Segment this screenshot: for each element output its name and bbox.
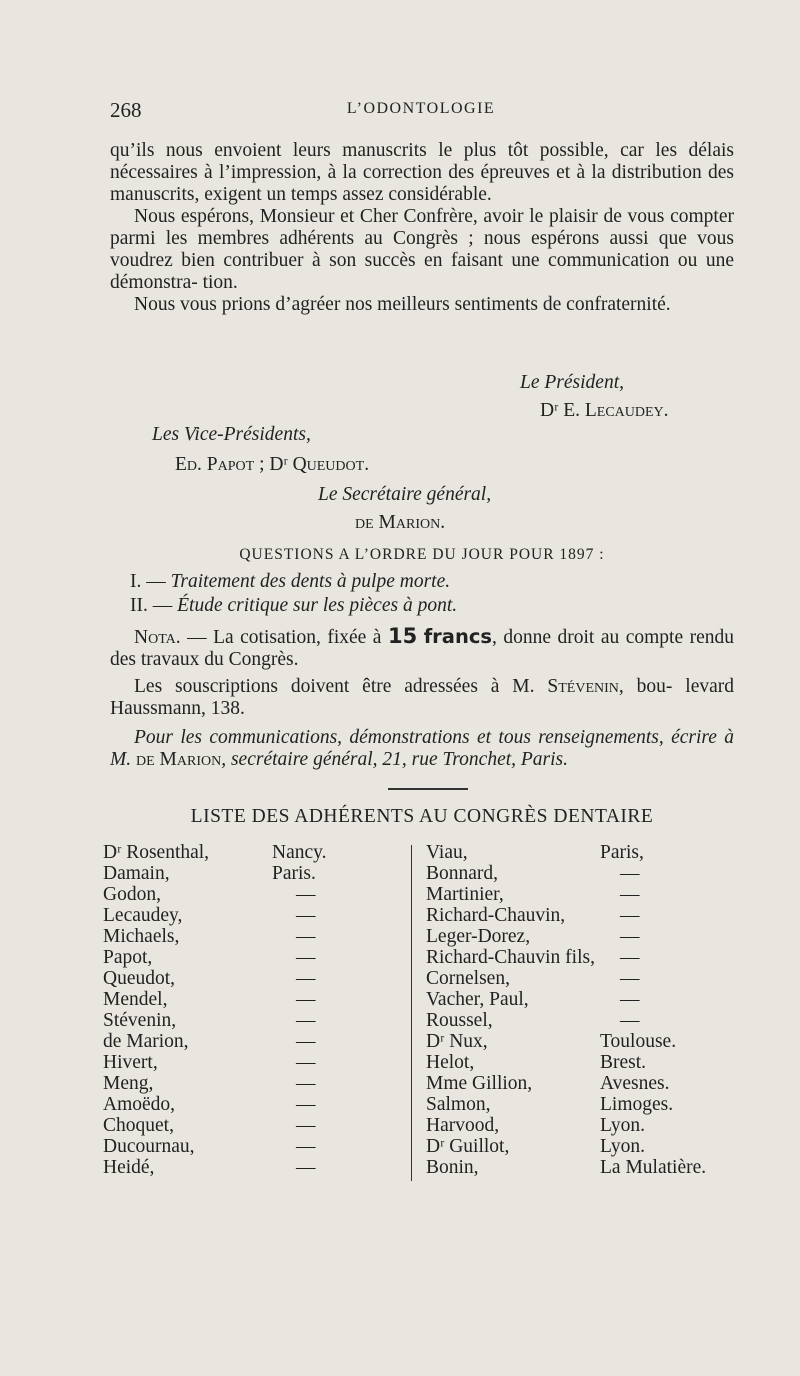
member-row bbox=[426, 947, 726, 968]
question-number: II. — bbox=[130, 595, 178, 616]
info-text-b: , secrétaire général, 21, rue Tronchet, Paris. bbox=[221, 749, 569, 770]
member-name: Ducournau, bbox=[103, 1136, 195, 1157]
member-name: Mendel, bbox=[103, 989, 168, 1010]
subs-text-b: , bou- levard Haussmann, 138. bbox=[110, 676, 734, 719]
member-name: Vacher, Paul, bbox=[426, 989, 529, 1010]
member-name: Bonnard, bbox=[426, 863, 499, 884]
member-name: Cornelsen, bbox=[426, 968, 510, 989]
member-city: — bbox=[296, 947, 316, 968]
member-city: — bbox=[296, 1010, 316, 1031]
member-row bbox=[426, 884, 726, 905]
member-city: — bbox=[620, 926, 640, 947]
member-row bbox=[426, 1073, 726, 1094]
member-row bbox=[426, 842, 726, 863]
member-row bbox=[426, 1094, 726, 1115]
member-name: Dʳ Guillot, bbox=[426, 1136, 510, 1157]
info-paragraph bbox=[110, 727, 734, 771]
members-right-column bbox=[426, 842, 726, 1178]
member-city: — bbox=[620, 947, 640, 968]
member-row bbox=[103, 947, 403, 968]
subs-text-a: Les souscriptions doivent être adressées à M. bbox=[134, 676, 548, 697]
subscriptions-paragraph bbox=[110, 676, 734, 720]
member-city: Brest. bbox=[600, 1052, 647, 1073]
president-title: Le Président, bbox=[520, 372, 624, 393]
member-name: Leger-Dorez, bbox=[426, 926, 531, 947]
paragraph-1: qu’ils nous envoient leurs manuscrits le plus tôt possible, car les délais nécessaires à l’impression, à la correction des épreuves et à la distribution des manuscrits, exigent un temps assez considérable. bbox=[110, 140, 734, 205]
info-name: de Marion bbox=[136, 749, 222, 770]
section-divider bbox=[388, 788, 468, 790]
member-name: Mme Gillion, bbox=[426, 1073, 533, 1094]
member-city: La Mulatière. bbox=[600, 1157, 707, 1178]
member-city: Paris, bbox=[600, 842, 644, 863]
member-row bbox=[103, 1073, 403, 1094]
member-city: Toulouse. bbox=[600, 1031, 677, 1052]
info-text-a: Pour les communications, démonstrations et tous renseignements, écrire à M. bbox=[110, 727, 734, 770]
member-row bbox=[103, 1094, 403, 1115]
member-name: Michaels, bbox=[103, 926, 180, 947]
member-city: — bbox=[620, 1010, 640, 1031]
member-row bbox=[103, 1052, 403, 1073]
question-text: Traitement des dents à pulpe morte. bbox=[170, 571, 451, 592]
member-city: — bbox=[296, 926, 316, 947]
member-row bbox=[103, 884, 403, 905]
member-city: Avesnes. bbox=[600, 1073, 670, 1094]
vice-names-separator: ; Dʳ bbox=[254, 454, 293, 475]
nota-label: Nota. bbox=[134, 627, 181, 648]
member-city: — bbox=[620, 989, 640, 1010]
member-city: — bbox=[296, 905, 316, 926]
fee-amount: 15 bbox=[387, 624, 418, 648]
member-row bbox=[103, 863, 403, 884]
page-number: 268 bbox=[110, 98, 142, 122]
member-city: — bbox=[296, 1031, 316, 1052]
member-name: Roussel, bbox=[426, 1010, 493, 1031]
member-row bbox=[103, 905, 403, 926]
president-name bbox=[540, 400, 669, 422]
vice-presidents-names bbox=[175, 454, 369, 476]
letter-body bbox=[110, 140, 734, 316]
member-city: Nancy. bbox=[272, 842, 327, 863]
secretary-name bbox=[355, 512, 445, 534]
member-name: de Marion, bbox=[103, 1031, 189, 1052]
subs-name: Stévenin bbox=[547, 676, 619, 697]
member-row bbox=[426, 1010, 726, 1031]
member-row bbox=[426, 926, 726, 947]
member-row bbox=[426, 905, 726, 926]
member-name: Queudot, bbox=[103, 968, 176, 989]
member-row bbox=[426, 968, 726, 989]
member-name: Harvood, bbox=[426, 1115, 500, 1136]
member-city: — bbox=[296, 1136, 316, 1157]
member-city: — bbox=[296, 1094, 316, 1115]
member-name: Choquet, bbox=[103, 1115, 174, 1136]
member-city: Paris. bbox=[272, 863, 316, 884]
secretary-prefix: de bbox=[355, 512, 379, 533]
member-city: — bbox=[620, 884, 640, 905]
members-left-column bbox=[103, 842, 403, 1178]
nota-text-a: — La cotisation, fixée à bbox=[180, 627, 388, 648]
member-name: Stévenin, bbox=[103, 1010, 177, 1031]
member-city: — bbox=[620, 968, 640, 989]
members-list-title: LISTE DES ADHÉRENTS AU CONGRÈS DENTAIRE bbox=[190, 806, 654, 827]
member-name: Heidé, bbox=[103, 1157, 155, 1178]
member-city: — bbox=[296, 1115, 316, 1136]
member-row bbox=[426, 989, 726, 1010]
member-row bbox=[103, 1010, 403, 1031]
questions-heading: QUESTIONS A L’ORDRE DU JOUR POUR 1897 : bbox=[239, 546, 605, 563]
member-city: — bbox=[296, 884, 316, 905]
vice-president-a: Ed. Papot bbox=[175, 454, 255, 475]
member-city: — bbox=[296, 1052, 316, 1073]
member-city: Lyon. bbox=[600, 1115, 645, 1136]
member-name: Salmon, bbox=[426, 1094, 491, 1115]
member-name: Richard-Chauvin, bbox=[426, 905, 566, 926]
nota-text-b: , donne droit au compte rendu des travaux du Congrès. bbox=[110, 627, 735, 670]
member-row bbox=[426, 1136, 726, 1157]
member-row bbox=[426, 1052, 726, 1073]
member-name: Richard-Chauvin fils, bbox=[426, 947, 595, 968]
member-name: Lecaudey, bbox=[103, 905, 183, 926]
member-city: Lyon. bbox=[600, 1136, 645, 1157]
member-name: Hivert, bbox=[103, 1052, 158, 1073]
paragraph-2: Nous espérons, Monsieur et Cher Confrère, avoir le plaisir de vous compter parmi les membres adhérents au Congrès ; nous espérons aussi que vous voudrez bien contribuer à son succès en faisant une communication ou une démonstra- tion. bbox=[110, 206, 734, 293]
member-name: Helot, bbox=[426, 1052, 475, 1073]
question-text: Étude critique sur les pièces à pont. bbox=[177, 595, 458, 616]
member-name: Bonin, bbox=[426, 1157, 479, 1178]
member-city: — bbox=[296, 989, 316, 1010]
running-title: L’ODONTOLOGIE bbox=[346, 100, 496, 117]
member-row bbox=[103, 842, 403, 863]
vice-president-b: Queudot. bbox=[292, 454, 370, 475]
president-surname: Lecaudey. bbox=[584, 400, 669, 421]
member-name: Dʳ Rosenthal, bbox=[103, 842, 210, 863]
member-name: Godon, bbox=[103, 884, 161, 905]
member-city: — bbox=[296, 968, 316, 989]
member-name: Martinier, bbox=[426, 884, 504, 905]
member-name: Dʳ Nux, bbox=[426, 1031, 488, 1052]
member-name: Papot, bbox=[103, 947, 153, 968]
president-name-prefix: Dʳ E. bbox=[540, 400, 585, 421]
member-city: — bbox=[296, 1073, 316, 1094]
question-number: I. — bbox=[130, 571, 171, 592]
secretary-surname: Marion. bbox=[378, 512, 446, 533]
question-item-1 bbox=[130, 571, 450, 593]
member-city: — bbox=[296, 1157, 316, 1178]
member-row bbox=[103, 1031, 403, 1052]
member-row bbox=[426, 863, 726, 884]
member-name: Amoëdo, bbox=[103, 1094, 176, 1115]
member-city: Limoges. bbox=[600, 1094, 674, 1115]
member-row bbox=[426, 1157, 726, 1178]
member-row bbox=[103, 1157, 403, 1178]
member-name: Damain, bbox=[103, 863, 170, 884]
member-name: Viau, bbox=[426, 842, 468, 863]
member-row bbox=[426, 1031, 726, 1052]
member-city: — bbox=[620, 905, 640, 926]
member-row bbox=[103, 989, 403, 1010]
member-name: Meng, bbox=[103, 1073, 154, 1094]
secretary-title: Le Secrétaire général, bbox=[318, 484, 492, 505]
member-row bbox=[103, 968, 403, 989]
paragraph-3: Nous vous prions d’agréer nos meilleurs sentiments de confraternité. bbox=[134, 294, 671, 315]
member-row bbox=[103, 1115, 403, 1136]
member-city: — bbox=[620, 863, 640, 884]
nota-paragraph bbox=[110, 625, 734, 671]
column-divider bbox=[411, 845, 412, 1181]
member-row bbox=[103, 1136, 403, 1157]
question-item-2 bbox=[130, 595, 457, 617]
page-header bbox=[110, 98, 732, 124]
fee-currency: francs bbox=[423, 625, 492, 648]
vice-presidents-title: Les Vice-Présidents, bbox=[152, 424, 311, 445]
member-row bbox=[103, 926, 403, 947]
member-row bbox=[426, 1115, 726, 1136]
